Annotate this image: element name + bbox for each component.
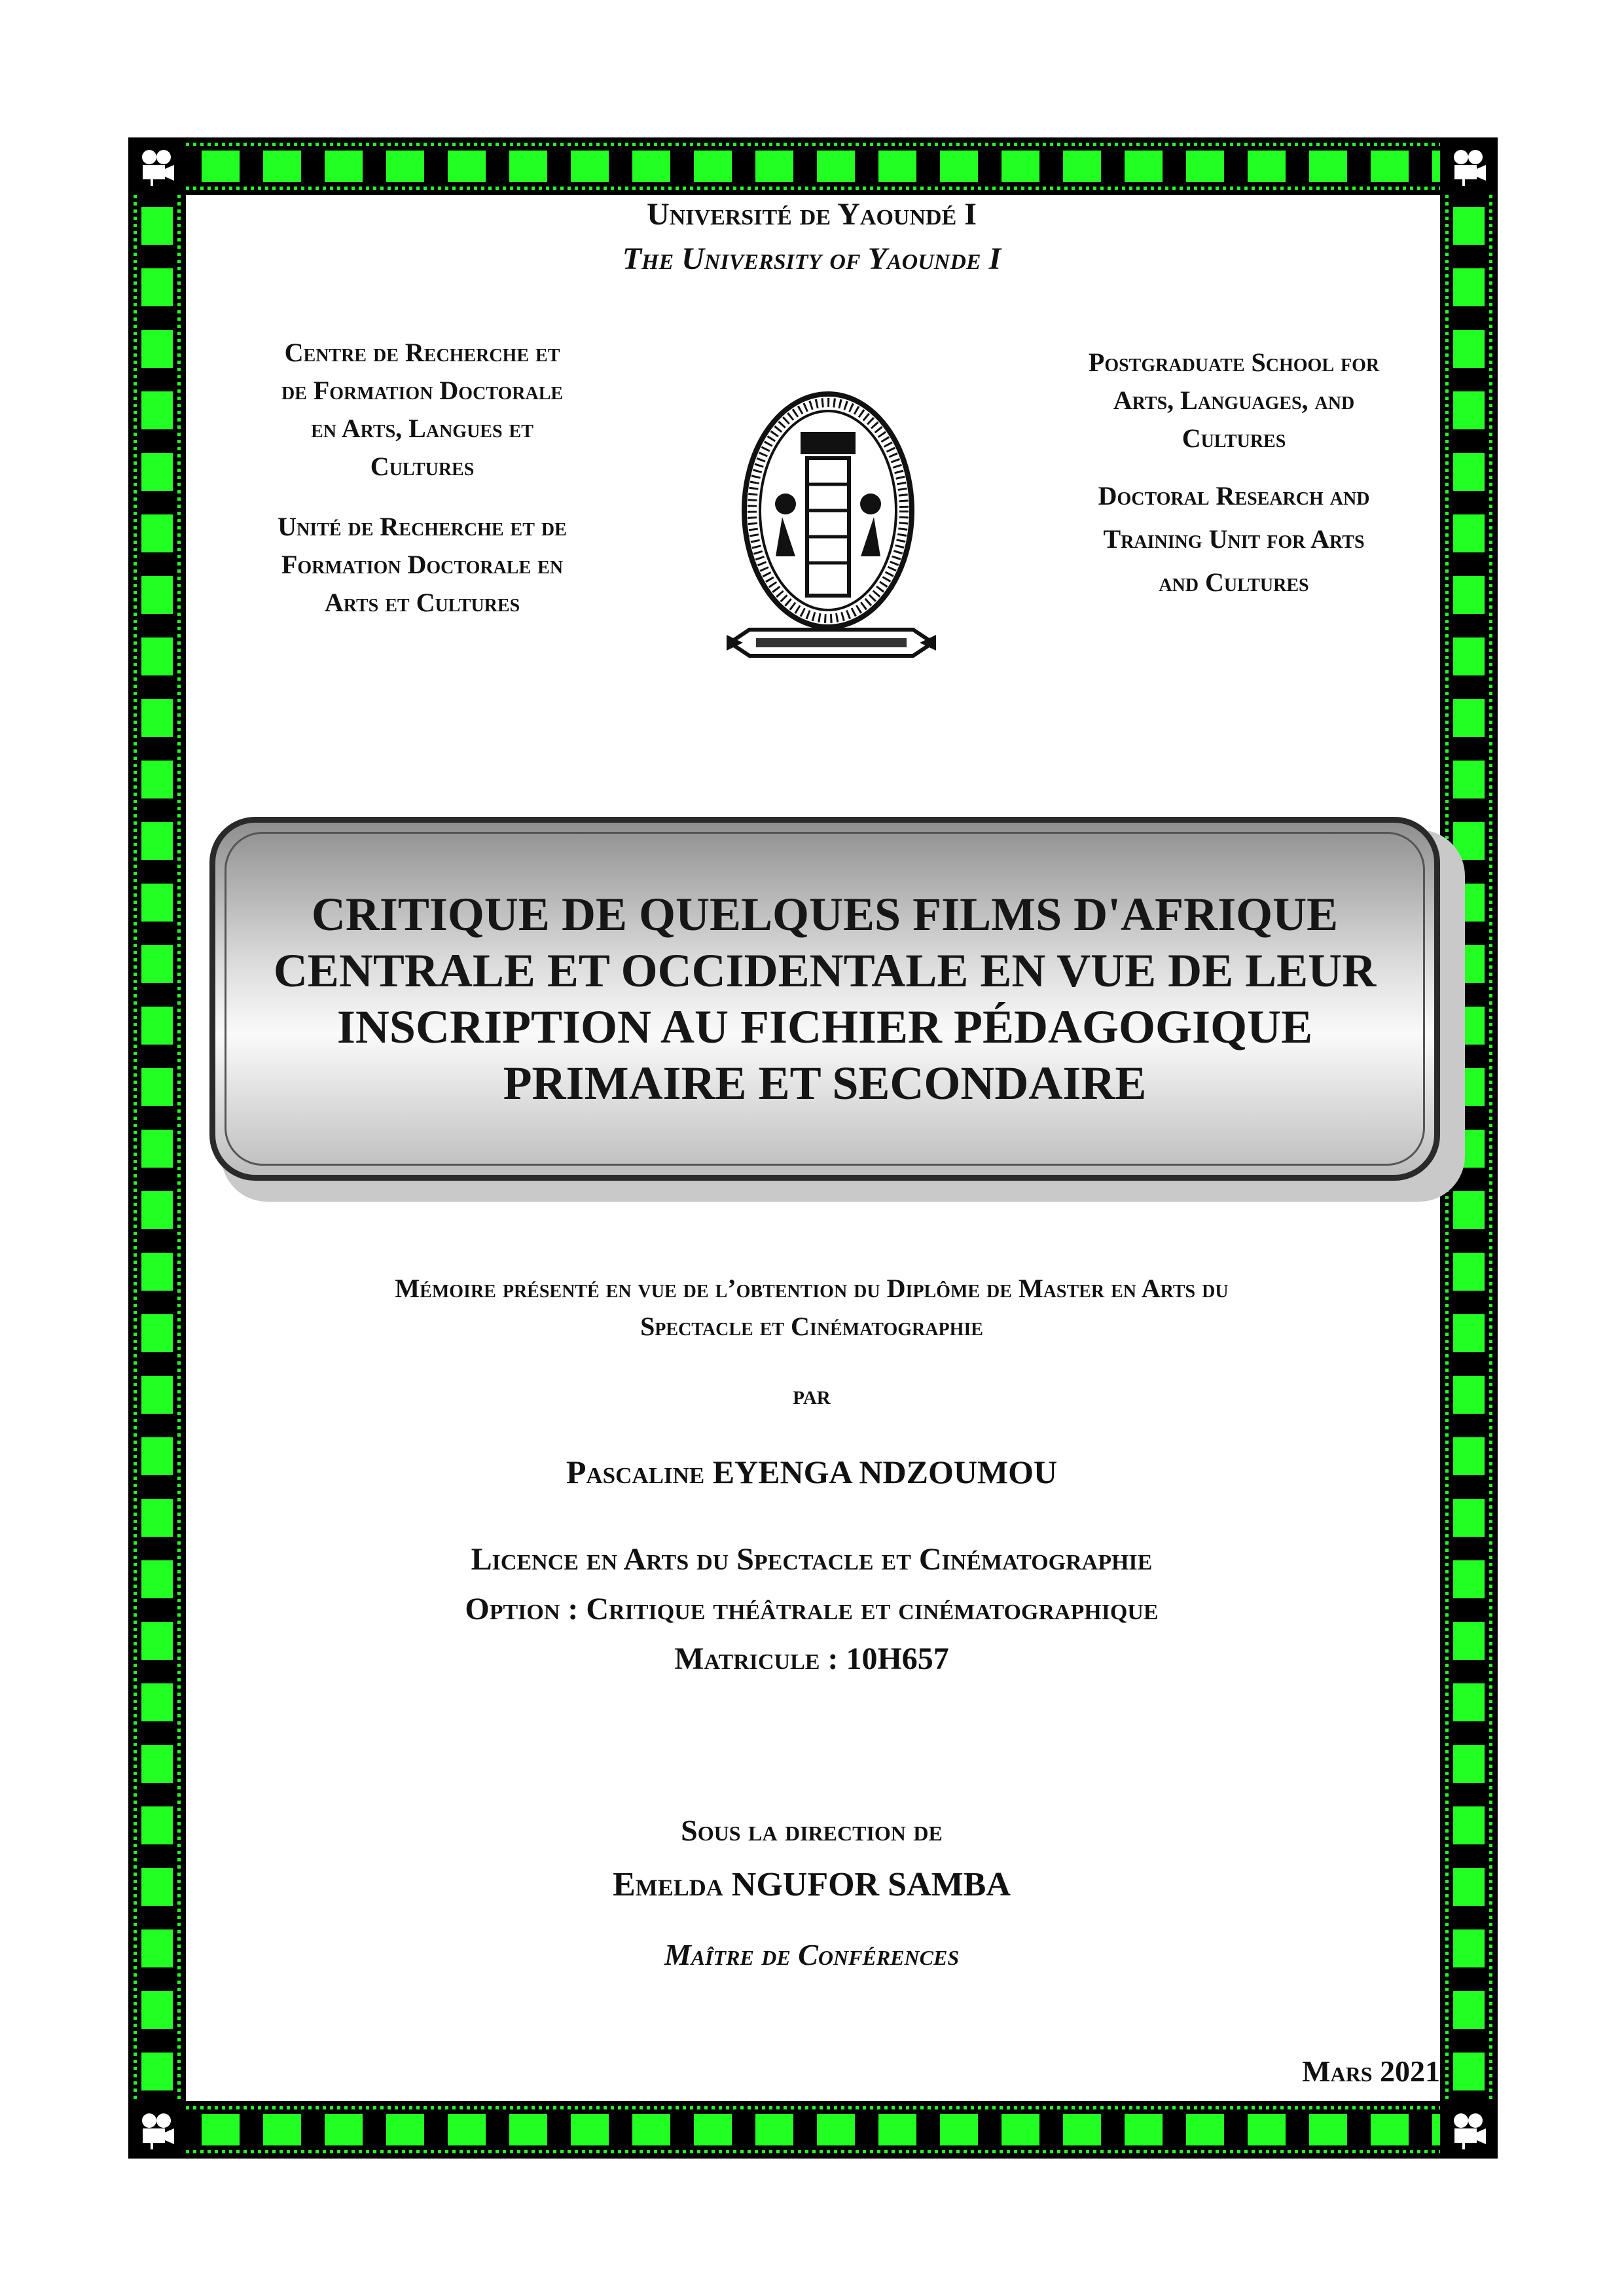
left-institution-block	[209, 334, 635, 622]
centre-line: Centre de Recherche et	[284, 338, 560, 367]
unite-line: Arts et Cultures	[324, 588, 520, 617]
author-name: Pascaline EYENGA NDZOUMOU	[566, 1454, 1058, 1490]
matricule-line: Matricule : 10H657	[674, 1641, 949, 1676]
licence-line: Licence en Arts du Spectacle et Cinématographie	[471, 1542, 1153, 1577]
film-camera-icon	[128, 137, 186, 195]
title-line: PRIMAIRE ET SECONDAIRE	[503, 1057, 1147, 1109]
film-camera-icon	[1440, 2101, 1498, 2159]
title-line: CENTRALE ET OCCIDENTALE EN VUE DE LEUR	[273, 944, 1377, 997]
unite-line: Unité de Recherche et de	[278, 512, 567, 541]
school-line: Postgraduate School for	[1088, 348, 1380, 377]
film-border-bottom	[128, 2101, 1498, 2159]
author-credentials	[223, 1535, 1401, 1684]
memoire-line: Spectacle et Cinématographie	[640, 1312, 983, 1341]
school-line: Cultures	[1182, 423, 1286, 453]
title-box	[209, 817, 1440, 1181]
university-name-fr: Université de Yaoundé I	[647, 197, 977, 232]
unit-line: Training Unit for Arts	[1103, 524, 1365, 554]
centre-line: en Arts, Langues et	[311, 414, 533, 443]
university-name-en: The University of Yaounde I	[622, 242, 1001, 276]
unit-line: and Cultures	[1159, 567, 1309, 597]
par-label: par	[793, 1380, 831, 1410]
memoire-line: Mémoire présenté en vue de l’obtention du Diplôme de Master en Arts du	[395, 1274, 1229, 1303]
university-seal-icon	[723, 386, 939, 674]
thesis-title	[249, 886, 1401, 1111]
film-border-top	[128, 137, 1498, 195]
submission-date: Mars 2021	[1302, 2054, 1440, 2088]
unite-line: Formation Doctorale en	[281, 550, 564, 579]
director-name: Emelda NGUFOR SAMBA	[613, 1866, 1011, 1903]
school-line: Arts, Languages, and	[1113, 386, 1355, 415]
title-line: CRITIQUE DE QUELQUES FILMS D'AFRIQUE	[311, 888, 1339, 941]
centre-line: Cultures	[370, 452, 475, 481]
unit-line: Doctoral Research and	[1098, 481, 1370, 511]
supervision-label: Sous la direction de	[681, 1814, 943, 1847]
film-camera-icon	[1440, 137, 1498, 195]
memoire-statement	[223, 1270, 1401, 1346]
film-camera-icon	[128, 2101, 186, 2159]
right-institution-block	[1008, 344, 1460, 604]
option-line: Option : Critique théâtrale et cinématographique	[465, 1592, 1159, 1626]
film-border-left	[128, 195, 186, 2101]
title-line: INSCRIPTION AU FICHIER PÉDAGOGIQUE	[336, 1001, 1313, 1053]
director-rank: Maître de Conférences	[664, 1938, 960, 1971]
centre-line: de Formation Doctorale	[281, 376, 564, 405]
